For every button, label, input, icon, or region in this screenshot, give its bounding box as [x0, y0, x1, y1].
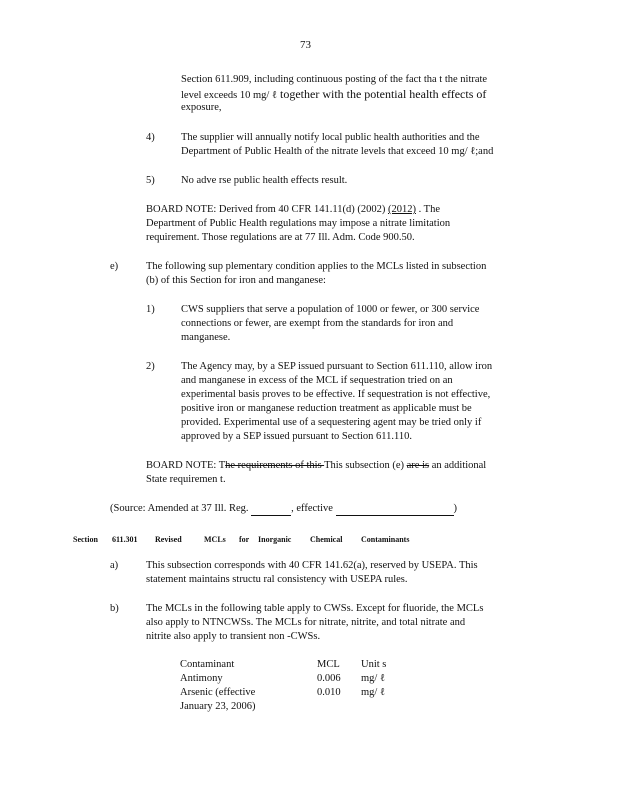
cell-contaminant: January 23, 2006): [180, 701, 256, 712]
board-note-2-text-a: BOARD NOTE: T: [146, 460, 226, 471]
continuation-line-1: Section 611.909, including continuous posting of the fact tha t the nitrate: [181, 74, 488, 85]
board-note-1-text-a: BOARD NOTE: Derived from 40 CFR 141.11(d) (2002): [146, 204, 388, 215]
board-note-1-line-3: requirement. Those regulations are at 77 Ill. Adm. Code 900.50.: [146, 232, 415, 243]
subsection-a-number: a): [110, 560, 119, 571]
subsection-e-number: e): [110, 261, 119, 272]
board-note-1-year-inserted: (2012): [387, 204, 416, 215]
cell-contaminant: Antimony: [180, 673, 223, 684]
source-text-b: , effective: [291, 503, 336, 514]
section-label: Section: [73, 535, 98, 544]
table-row: [180, 686, 386, 700]
board-note-1-text-c: . The: [415, 204, 440, 215]
section-title-word-3: for: [239, 535, 250, 544]
e-item-1-number: 1): [146, 304, 155, 315]
mcl-table: [180, 658, 386, 714]
e-item-2-line-1: The Agency may, by a SEP issued pursuant to Section 611.110, allow iron: [181, 361, 493, 372]
board-note-2-deleted-text: he requirements of this: [225, 460, 325, 471]
cell-mcl: [317, 700, 361, 714]
board-note-1-line-2: Department of Public Health regulations may impose a nitrate limitation: [146, 218, 451, 229]
item-5-number: 5): [146, 175, 155, 186]
header-units: Unit s: [361, 659, 387, 670]
table-row: [180, 700, 386, 714]
continuation-line-3: exposure,: [181, 102, 222, 113]
e-item-2-line-4: positive iron or manganese reduction treatment as applicable must be: [181, 403, 472, 414]
table-row: [180, 672, 386, 686]
source-note: [110, 502, 457, 516]
subsection-b-line-1: The MCLs in the following table apply to CWSs. Except for fluoride, the MCLs: [146, 603, 484, 614]
source-text-c: ): [453, 503, 458, 514]
item-4-line-2: Department of Public Health of the nitrate levels that exceed 10 mg/ ℓ;and: [181, 146, 494, 157]
continuation-line-2a: level exceeds 10 mg/ ℓ: [181, 90, 277, 101]
e-item-1-line-1: CWS suppliers that serve a population of 1000 or fewer, or 300 service: [181, 304, 480, 315]
item-5-line-1: No adve rse public health effects result.: [181, 175, 348, 186]
subsection-e-line-2: (b) of this Section for iron and manganese:: [146, 275, 326, 286]
item-4-line-1: The supplier will annually notify local public health authorities and the: [181, 132, 480, 143]
mcl-table-header-row: [180, 658, 386, 672]
subsection-a-line-1: This subsection corresponds with 40 CFR 141.62(a), reserved by USEPA. This: [146, 560, 478, 571]
cell-units: mg/ ℓ: [361, 687, 385, 698]
subsection-b-number: b): [110, 603, 119, 614]
header-mcl: MCL: [317, 659, 340, 670]
e-item-1-line-2: connections or fewer, are exempt from the standards for iron and: [181, 318, 454, 329]
board-note-2-text-e: an additional: [429, 460, 487, 471]
e-item-2-line-5: provided. Experimental use of a sequestering agent may be tried only if: [181, 417, 482, 428]
source-text-a: (Source: Amended at 37 Ill. Reg.: [110, 503, 252, 514]
e-item-2-line-3: experimental basis proves to be effective. If sequestration is not effective,: [181, 389, 491, 400]
cell-contaminant: Arsenic (effective: [180, 687, 256, 698]
continuation-line-2b: together with the potential health effects of: [277, 87, 487, 101]
reg-page-blank: [251, 505, 291, 516]
e-item-2-line-2: and manganese in excess of the MCL if sequestration tried on an: [181, 375, 453, 386]
section-title-word-2: MCLs: [204, 535, 226, 544]
cell-mcl: 0.010: [317, 687, 341, 698]
page-number: 73: [300, 39, 311, 51]
subsection-e-line-1: The following sup plementary condition applies to the MCLs listed in subsection: [146, 261, 487, 272]
board-note-2-line-1: [146, 459, 486, 473]
item-4-number: 4): [146, 132, 155, 143]
section-title-word-1: Revised: [155, 535, 182, 544]
section-title-word-6: Contaminants: [361, 535, 410, 544]
board-note-2-deleted-are: are is: [406, 460, 430, 471]
e-item-2-number: 2): [146, 361, 155, 372]
cell-mcl: 0.006: [317, 673, 341, 684]
e-item-1-line-3: manganese.: [181, 332, 231, 343]
e-item-2-line-6: approved by a SEP issued pursuant to Section 611.110.: [181, 431, 412, 442]
section-title-word-4: Inorganic: [258, 535, 292, 544]
header-contaminant: Contaminant: [180, 659, 235, 670]
board-note-2-line-2: State requiremen t.: [146, 474, 226, 485]
section-title-word-5: Chemical: [310, 535, 343, 544]
subsection-a-line-2: statement maintains structu ral consistency with USEPA rules.: [146, 574, 408, 585]
effective-date-blank: [336, 505, 454, 516]
subsection-b-line-2: also apply to NTNCWSs. The MCLs for nitrate, nitrite, and total nitrate and: [146, 617, 466, 628]
cell-units: mg/ ℓ: [361, 673, 385, 684]
continuation-line-2: [181, 87, 486, 103]
subsection-b-line-3: nitrite also apply to transient non -CWSs.: [146, 631, 321, 642]
cell-units: [361, 700, 386, 714]
board-note-1-line-1: [146, 203, 440, 217]
section-number: 611.301: [112, 535, 138, 544]
board-note-2-text-c: This subsection (e): [324, 460, 407, 471]
